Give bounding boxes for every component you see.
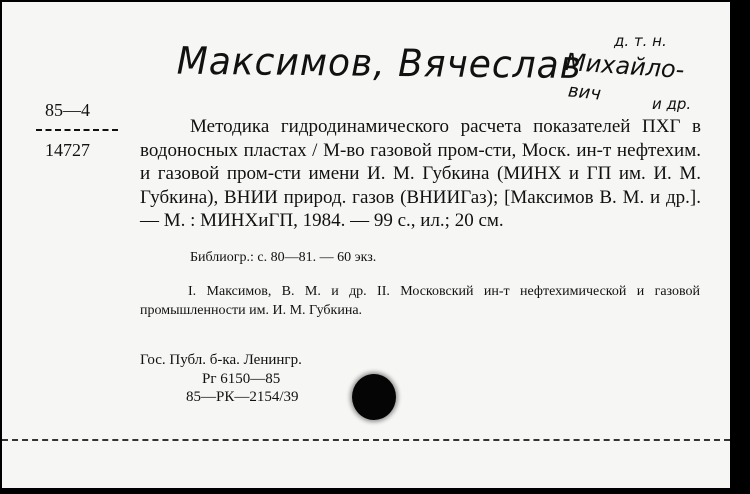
bibliography-note: Библиогр.: с. 80—81. — 60 экз.: [190, 250, 377, 265]
card-number-divider: [36, 129, 118, 131]
tracings: I. Максимов, В. М. и др. II. Московский ин-т нефтехимической и газовой промышленности им. И. М. Губкина.: [140, 284, 700, 318]
library-code-1: Рг 6150—85: [202, 371, 281, 387]
library-name: Гос. Публ. б-ка. Ленингр.: [140, 352, 302, 368]
bibliographic-description: Методика гидродинамического расчета показателей ПХГ в водоносных пластах / М-во газовой пром-сти, Моск. ин-т нефтехим. и газовой пром-сти имени И. М. Губкина (МИНХ и ГП им. И. М. Губкина), ВНИИ природ. газов (ВНИИГаз); [Максимов В. М. и др.]. — М. : МИНХиГП, 1984. — 99 с., ил.; 20 см.: [140, 116, 701, 231]
card-number-top: 85—4: [45, 100, 90, 120]
ink-stamp-blot: [352, 374, 396, 420]
handwritten-and-others: и др.: [652, 95, 692, 113]
bottom-divider: [2, 439, 730, 441]
handwritten-degree: д. т. н.: [614, 32, 667, 50]
catalog-card: [2, 2, 730, 488]
card-number-bottom: 14727: [45, 140, 90, 160]
library-code-2: 85—РК—2154/39: [186, 389, 299, 405]
handwritten-patronymic-part1: Михайло-: [564, 47, 686, 85]
handwritten-author-name: Максимов, Вячеслав: [176, 40, 583, 88]
handwritten-patronymic-part2: вич: [566, 80, 602, 105]
